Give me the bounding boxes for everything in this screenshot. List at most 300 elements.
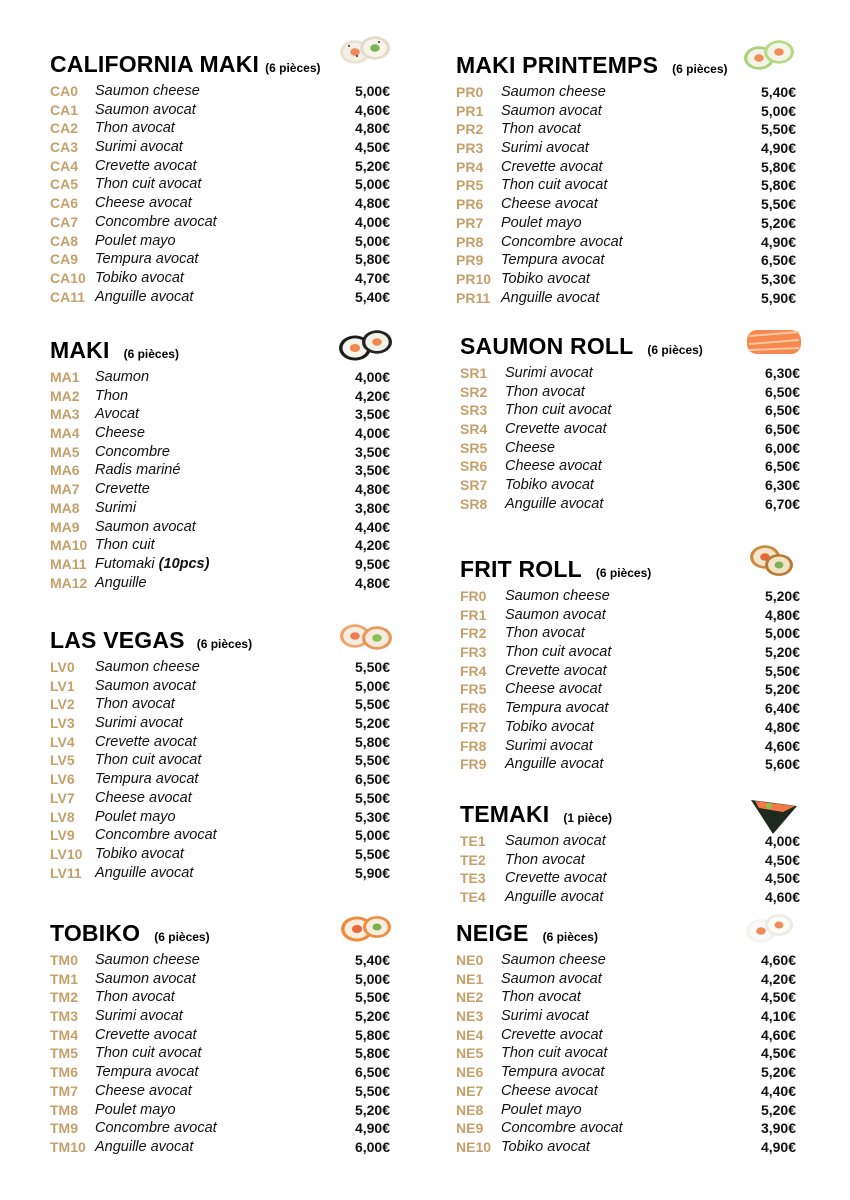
item-code: NE7 xyxy=(456,1082,484,1099)
item-name-text: Tobiko avocat xyxy=(95,845,184,862)
item-name xyxy=(501,195,598,214)
item-price: 5,00€ xyxy=(354,970,390,987)
menu-item-row xyxy=(50,864,410,883)
menu-item-row xyxy=(50,1063,410,1082)
item-name-text: Thon avocat xyxy=(505,383,585,400)
item-name xyxy=(505,495,603,514)
item-name xyxy=(505,364,593,383)
item-name-text: Poulet mayo xyxy=(501,1101,582,1118)
item-code: FR9 xyxy=(460,756,487,773)
item-name-text: Crevette avocat xyxy=(95,1026,197,1043)
item-name-text: Concombre avocat xyxy=(95,1120,217,1137)
item-name xyxy=(95,499,136,518)
section-piece-count: (6 pièces) xyxy=(265,61,321,75)
frit-roll-photo xyxy=(743,535,805,583)
item-price: 5,20€ xyxy=(764,588,800,604)
item-code: SR7 xyxy=(460,477,488,494)
item-code: MA8 xyxy=(50,499,80,516)
item-name xyxy=(501,1138,590,1157)
maki-photo xyxy=(335,322,397,370)
item-price: 5,50€ xyxy=(354,1082,390,1099)
menu-item-row xyxy=(460,476,820,495)
item-name-text: Cheese avocat xyxy=(501,196,598,213)
item-code: SR2 xyxy=(460,383,488,400)
item-price: 9,50€ xyxy=(354,555,390,572)
item-code: MA12 xyxy=(50,574,88,591)
item-name-text: Tempura avocat xyxy=(501,252,605,269)
item-name-text: Surimi avocat xyxy=(95,1008,183,1025)
item-name xyxy=(95,951,200,970)
menu-item-row xyxy=(50,1101,410,1120)
item-name xyxy=(501,1044,607,1063)
item-name-text: Saumon avocat xyxy=(95,518,196,535)
item-code: TM3 xyxy=(50,1008,78,1025)
item-name-text: Radis mariné xyxy=(95,462,181,479)
menu-item-row xyxy=(50,677,410,696)
item-price: 5,40€ xyxy=(760,84,796,100)
item-name-text: Avocat xyxy=(95,406,140,423)
menu-item-row xyxy=(50,695,410,714)
item-code: NE2 xyxy=(456,989,484,1006)
item-name xyxy=(95,138,183,157)
menu-item-row xyxy=(460,420,820,439)
item-name xyxy=(505,832,606,851)
item-price: 6,40€ xyxy=(764,700,800,717)
menu-item-row xyxy=(50,82,410,101)
menu-item-row xyxy=(460,680,820,699)
item-code: NE6 xyxy=(456,1064,484,1081)
item-code: CA7 xyxy=(50,213,79,230)
menu-item-row xyxy=(460,457,820,476)
menu-item-row xyxy=(50,970,410,989)
item-name xyxy=(505,401,611,420)
item-name-text: Crevette xyxy=(95,481,150,498)
menu-item-row xyxy=(456,102,816,121)
las-vegas-photo xyxy=(335,612,397,660)
item-code: PR0 xyxy=(456,84,484,100)
item-price: 4,60€ xyxy=(354,101,390,118)
item-name-text: Crevette avocat xyxy=(501,1026,603,1043)
item-name-text: Tempura avocat xyxy=(95,251,199,268)
item-name xyxy=(95,119,175,138)
item-name xyxy=(505,737,593,756)
menu-item-row xyxy=(50,733,410,752)
item-price: 5,00€ xyxy=(354,83,390,99)
item-code: TM7 xyxy=(50,1082,78,1099)
item-code: FR6 xyxy=(460,700,487,717)
item-code: PR3 xyxy=(456,140,484,157)
menu-item-row xyxy=(456,1007,816,1026)
menu-item-row xyxy=(50,1082,410,1101)
item-name xyxy=(95,808,176,827)
item-price: 6,50€ xyxy=(760,252,796,269)
item-code: NE10 xyxy=(456,1138,492,1155)
item-price: 3,50€ xyxy=(354,462,390,479)
section-name: MAKI PRINTEMPS xyxy=(456,52,659,78)
menu-item-row xyxy=(456,158,816,177)
item-name-text: Anguille avocat xyxy=(95,864,194,881)
item-name-text: Surimi xyxy=(95,499,137,516)
menu-item-row xyxy=(50,845,410,864)
item-name xyxy=(501,233,623,252)
item-name-text: Cheese avocat xyxy=(95,195,192,212)
item-code: TM4 xyxy=(50,1026,78,1043)
section-title xyxy=(456,52,728,79)
item-price: 4,80€ xyxy=(764,718,800,735)
menu-item-row xyxy=(50,175,410,194)
item-name-text: Thon avocat xyxy=(95,120,175,137)
item-code: TM5 xyxy=(50,1045,78,1062)
item-name-text: Thon avocat xyxy=(505,625,585,642)
item-name xyxy=(505,420,607,439)
item-name xyxy=(95,232,176,251)
item-code: LV2 xyxy=(50,696,75,713)
menu-item-row xyxy=(50,405,410,424)
menu-item-row xyxy=(460,718,820,737)
menu-item-row xyxy=(460,401,820,420)
item-code: SR4 xyxy=(460,421,488,438)
item-name-text: Crevette avocat xyxy=(501,158,603,175)
item-code: MA6 xyxy=(50,462,80,479)
item-price: 4,20€ xyxy=(760,970,796,987)
item-code: LV3 xyxy=(50,715,75,732)
menu-item-row xyxy=(460,832,820,851)
menu-item-row xyxy=(456,176,816,195)
menu-item-row xyxy=(460,383,820,402)
item-name-text: Poulet mayo xyxy=(95,232,176,249)
item-code: TE2 xyxy=(460,851,486,868)
item-name-text: Cheese avocat xyxy=(505,681,602,698)
item-name-text: Tobiko avocat xyxy=(505,718,594,735)
item-name-text: Saumon cheese xyxy=(501,84,606,100)
section-name: MAKI xyxy=(50,337,110,363)
menu-item-row xyxy=(50,1119,410,1138)
item-name xyxy=(95,574,147,593)
menu-item-row xyxy=(456,1101,816,1120)
item-code: LV8 xyxy=(50,808,75,825)
menu-item-row xyxy=(50,1007,410,1026)
item-price: 6,70€ xyxy=(764,495,800,512)
item-name xyxy=(95,970,196,989)
item-code: MA11 xyxy=(50,555,87,572)
item-price: 6,30€ xyxy=(764,365,800,381)
item-price: 4,60€ xyxy=(764,737,800,754)
item-name-text: Tobiko avocat xyxy=(95,269,184,286)
item-name-text: Saumon cheese xyxy=(95,659,200,675)
item-price: 6,50€ xyxy=(354,771,390,788)
item-code: LV4 xyxy=(50,733,75,750)
item-price: 6,50€ xyxy=(764,383,800,400)
menu-item-row xyxy=(460,851,820,870)
item-code: TM10 xyxy=(50,1138,86,1155)
menu-item-row xyxy=(456,195,816,214)
item-price: 5,40€ xyxy=(354,952,390,968)
item-name xyxy=(501,951,606,970)
item-name-text: Surimi avocat xyxy=(505,365,593,381)
item-code: FR4 xyxy=(460,662,487,679)
item-code: CA11 xyxy=(50,288,86,305)
item-code: LV1 xyxy=(50,677,75,694)
menu-section-california-maki xyxy=(50,51,410,306)
section-title xyxy=(456,920,598,947)
item-price: 3,50€ xyxy=(354,443,390,460)
item-code: LV9 xyxy=(50,827,75,844)
section-piece-count: (6 pièces) xyxy=(123,347,179,361)
item-name-text: Surimi avocat xyxy=(501,1008,589,1025)
menu-item-row xyxy=(456,1138,816,1157)
menu-item-row xyxy=(50,232,410,251)
menu-item-row xyxy=(456,1082,816,1101)
item-code: MA4 xyxy=(50,425,80,442)
item-name-text: Cheese avocat xyxy=(95,1082,192,1099)
item-name xyxy=(505,476,594,495)
item-code: LV7 xyxy=(50,789,75,806)
item-code: PR10 xyxy=(456,270,492,287)
item-name xyxy=(95,518,196,537)
item-code: PR1 xyxy=(456,102,484,119)
item-code: MA3 xyxy=(50,406,80,423)
item-name-text: Saumon cheese xyxy=(95,83,200,99)
item-name-text: Futomaki xyxy=(95,555,155,572)
item-price: 6,50€ xyxy=(354,1064,390,1081)
item-code: MA5 xyxy=(50,443,80,460)
item-name-text: Saumon avocat xyxy=(501,102,602,119)
item-name-text: Surimi avocat xyxy=(95,715,183,732)
item-name xyxy=(501,120,581,139)
item-code: PR5 xyxy=(456,177,484,194)
item-code: CA8 xyxy=(50,232,79,249)
item-name xyxy=(95,845,184,864)
item-name xyxy=(95,677,196,696)
item-name-text: Thon xyxy=(95,387,129,404)
item-code: NE9 xyxy=(456,1120,484,1137)
menu-section-temaki xyxy=(460,801,820,907)
item-name-text: Tempura avocat xyxy=(95,771,199,788)
menu-item-row xyxy=(456,233,816,252)
item-name-text: Tempura avocat xyxy=(501,1064,605,1081)
item-price: 4,90€ xyxy=(760,1138,796,1155)
menu-item-row xyxy=(50,518,410,537)
item-price: 4,00€ xyxy=(764,833,800,849)
item-price: 5,50€ xyxy=(354,752,390,769)
item-price: 5,80€ xyxy=(354,251,390,268)
item-code: CA1 xyxy=(50,101,79,118)
item-price: 4,90€ xyxy=(760,140,796,157)
item-name-text: Saumon avocat xyxy=(505,606,606,623)
item-name-text: Saumon avocat xyxy=(505,833,606,849)
item-code: FR8 xyxy=(460,737,487,754)
item-price: 3,50€ xyxy=(354,406,390,423)
section-piece-count: (6 pièces) xyxy=(595,566,652,580)
item-price: 5,80€ xyxy=(760,177,796,194)
section-title xyxy=(50,627,252,654)
menu-item-row xyxy=(456,214,816,233)
item-name xyxy=(95,555,209,574)
item-name-text: Concombre avocat xyxy=(95,213,217,230)
menu-section-neige xyxy=(456,920,816,1157)
item-code: FR7 xyxy=(460,718,487,735)
item-name-text: Surimi avocat xyxy=(95,139,183,156)
neige-photo xyxy=(739,905,801,953)
item-name-text: Cheese xyxy=(95,425,145,442)
section-name: TEMAKI xyxy=(460,801,550,827)
item-name xyxy=(95,695,175,714)
item-name xyxy=(95,288,193,307)
item-price: 3,90€ xyxy=(760,1120,796,1137)
item-name xyxy=(95,387,128,406)
item-name xyxy=(95,461,180,480)
menu-item-row xyxy=(50,988,410,1007)
item-name-text: Anguille xyxy=(95,574,147,591)
menu-item-row xyxy=(50,288,410,307)
item-code: FR1 xyxy=(460,606,487,623)
menu-item-row xyxy=(50,789,410,808)
item-name xyxy=(95,1119,217,1138)
item-code: CA0 xyxy=(50,83,79,99)
item-name xyxy=(501,83,606,102)
item-name-text: Thon avocat xyxy=(501,989,581,1006)
item-name-text: Tobiko avocat xyxy=(501,1138,590,1155)
item-name-text: Thon cuit avocat xyxy=(95,752,202,769)
item-price: 5,50€ xyxy=(760,121,796,138)
item-code: CA4 xyxy=(50,157,79,174)
item-name-text: Tobiko avocat xyxy=(505,477,594,494)
section-piece-count: (6 pièces) xyxy=(196,637,253,651)
item-price: 5,20€ xyxy=(354,1008,390,1025)
item-name-text: Thon avocat xyxy=(95,696,175,713)
item-name xyxy=(501,970,602,989)
item-code: MA1 xyxy=(50,369,80,385)
item-price: 6,50€ xyxy=(764,421,800,438)
item-price: 4,50€ xyxy=(764,851,800,868)
item-price: 6,50€ xyxy=(764,458,800,475)
item-price: 4,80€ xyxy=(354,120,390,137)
item-name-text: Saumon cheese xyxy=(501,952,606,968)
item-name-text: Saumon avocat xyxy=(95,677,196,694)
menu-item-row xyxy=(456,951,816,970)
item-code: LV10 xyxy=(50,845,83,862)
menu-item-row xyxy=(50,368,410,387)
item-code: CA3 xyxy=(50,139,79,156)
menu-item-row xyxy=(50,250,410,269)
item-code: TE1 xyxy=(460,833,486,849)
menu-item-row xyxy=(460,587,820,606)
item-code: TE3 xyxy=(460,870,486,887)
item-name xyxy=(501,270,590,289)
item-name xyxy=(95,751,201,770)
menu-item-row xyxy=(50,387,410,406)
item-price: 5,00€ xyxy=(354,232,390,249)
item-code: TM0 xyxy=(50,952,78,968)
menu-item-row xyxy=(50,443,410,462)
item-name xyxy=(95,864,193,883)
item-name-text: Crevette avocat xyxy=(505,870,607,887)
menu-item-row xyxy=(460,364,820,383)
section-name: NEIGE xyxy=(456,920,529,946)
menu-section-frit-roll xyxy=(460,556,820,774)
menu-item-row xyxy=(50,119,410,138)
item-name-text: Crevette avocat xyxy=(95,733,197,750)
item-code: FR2 xyxy=(460,625,487,642)
menu-item-row xyxy=(50,269,410,288)
menu-section-las-vegas xyxy=(50,627,410,882)
item-price: 4,50€ xyxy=(760,989,796,1006)
item-code: SR8 xyxy=(460,495,488,512)
item-code: PR2 xyxy=(456,121,484,138)
item-price: 5,00€ xyxy=(354,176,390,193)
item-name xyxy=(95,1138,193,1157)
menu-item-row xyxy=(456,120,816,139)
menu-item-row xyxy=(460,755,820,774)
item-code: MA7 xyxy=(50,481,80,498)
item-code: CA5 xyxy=(50,176,79,193)
item-name xyxy=(95,101,196,120)
item-name xyxy=(505,869,607,888)
section-title xyxy=(460,801,612,828)
saumon-roll-photo xyxy=(743,318,805,366)
item-price: 4,20€ xyxy=(354,387,390,404)
item-code: NE8 xyxy=(456,1101,484,1118)
section-name: TOBIKO xyxy=(50,920,141,946)
item-name xyxy=(95,1044,201,1063)
menu-item-row xyxy=(456,83,816,102)
item-code: CA10 xyxy=(50,269,86,286)
section-title xyxy=(460,333,703,360)
item-name-extra: (10pcs) xyxy=(158,555,210,572)
item-code: CA2 xyxy=(50,120,79,137)
item-price: 5,50€ xyxy=(354,989,390,1006)
menu-item-row xyxy=(460,495,820,514)
item-name xyxy=(95,213,217,232)
item-name xyxy=(505,643,611,662)
menu-section-saumon-roll xyxy=(460,333,820,514)
item-price: 5,50€ xyxy=(354,696,390,713)
item-name-text: Anguille avocat xyxy=(505,495,604,512)
item-name-text: Saumon avocat xyxy=(95,101,196,118)
item-price: 5,00€ xyxy=(354,827,390,844)
section-piece-count: (6 pièces) xyxy=(542,930,598,944)
menu-item-row xyxy=(460,606,820,625)
item-name xyxy=(505,680,602,699)
item-name xyxy=(95,789,192,808)
item-price: 4,00€ xyxy=(354,369,390,385)
menu-item-row xyxy=(50,658,410,677)
item-code: TM2 xyxy=(50,989,78,1006)
item-code: PR8 xyxy=(456,233,484,250)
item-price: 4,80€ xyxy=(764,606,800,623)
item-name xyxy=(95,157,197,176)
item-name-text: Concombre avocat xyxy=(501,1120,623,1137)
item-price: 5,50€ xyxy=(354,845,390,862)
item-price: 5,30€ xyxy=(354,808,390,825)
menu-item-row xyxy=(50,751,410,770)
item-name-text: Tempura avocat xyxy=(95,1064,199,1081)
section-name: FRIT ROLL xyxy=(460,556,582,582)
item-price: 5,20€ xyxy=(760,214,796,231)
menu-item-row xyxy=(460,624,820,643)
temaki-photo xyxy=(743,790,805,838)
menu-item-row xyxy=(50,826,410,845)
item-name-text: Anguille avocat xyxy=(505,756,604,773)
item-name xyxy=(95,1082,192,1101)
item-price: 4,50€ xyxy=(354,139,390,156)
item-name xyxy=(95,1063,198,1082)
item-price: 4,40€ xyxy=(354,518,390,535)
menu-item-row xyxy=(456,251,816,270)
item-price: 4,80€ xyxy=(354,195,390,212)
menu-item-row xyxy=(50,424,410,443)
item-code: LV6 xyxy=(50,771,75,788)
